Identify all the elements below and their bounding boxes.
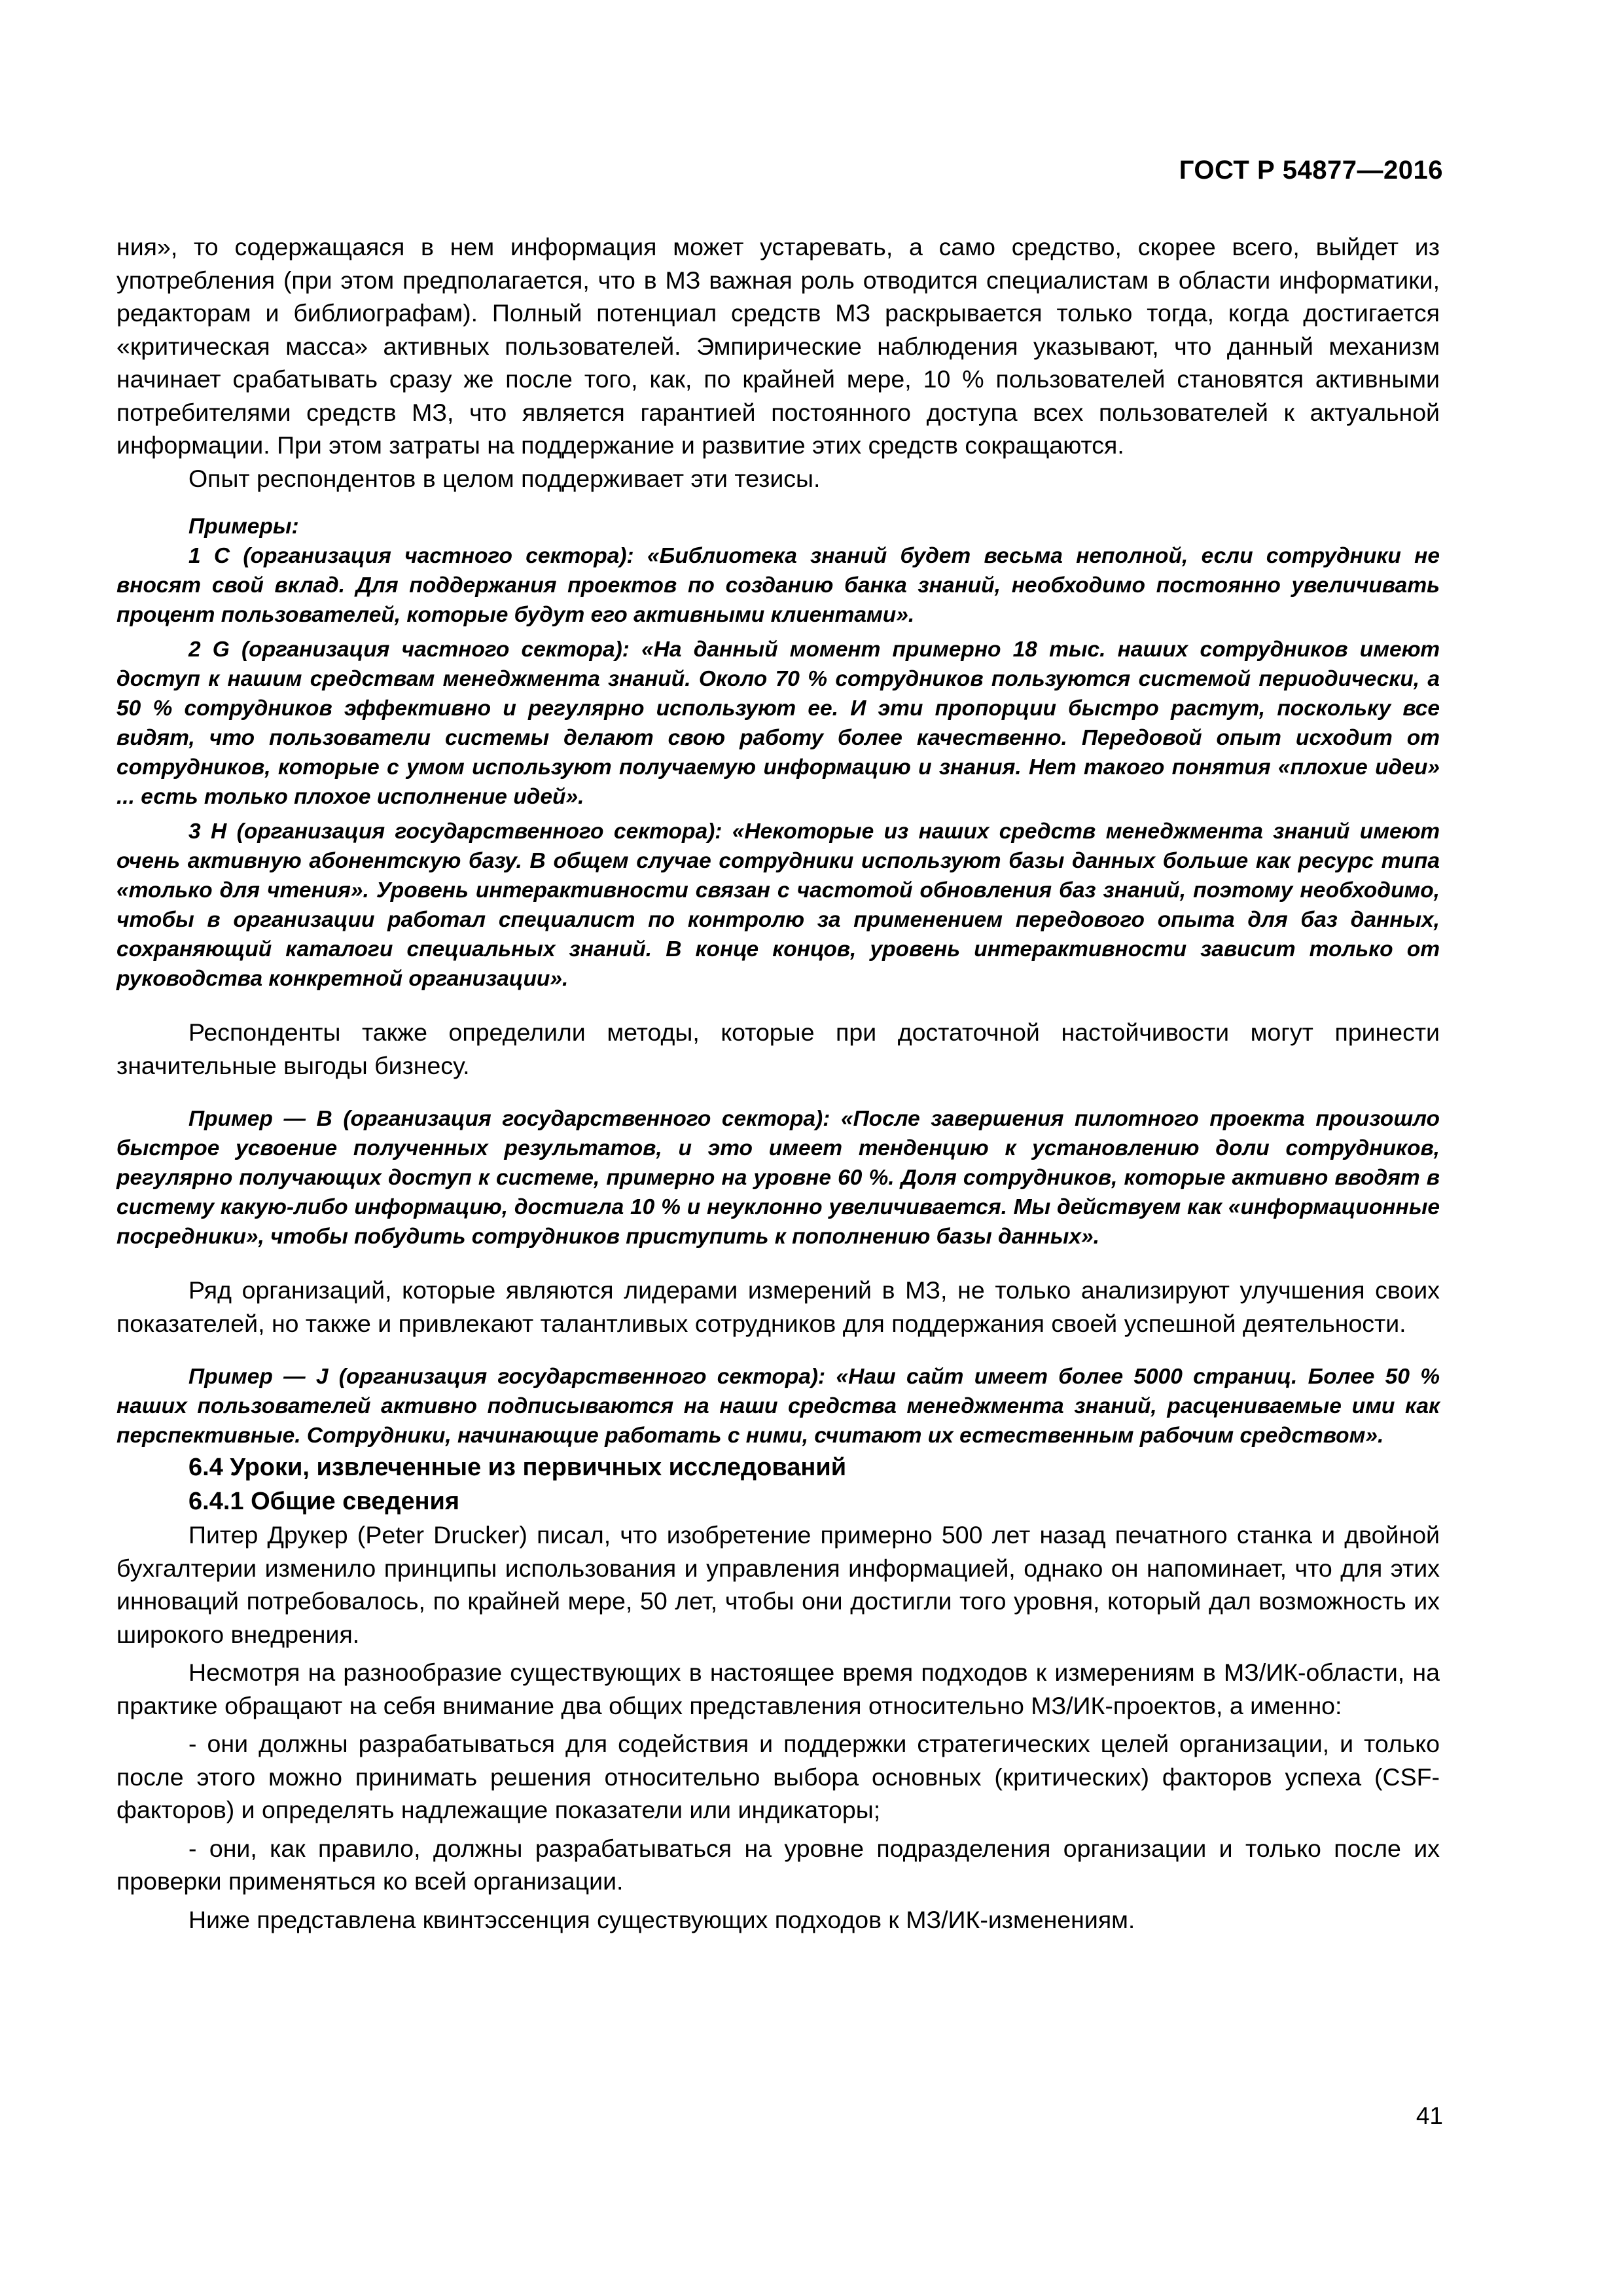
page-number: 41: [1416, 2102, 1443, 2129]
examples-heading: Примеры:: [188, 514, 299, 539]
example-3: 3 Н (организация государственного сектора): «Некоторые из наших средств менеджмента знаний имеют очень активную абонентскую базу. В общем случае сотрудники используют базы данных больше как ресурс типа «только для чтения». Уровень интерактивности связан с частотой обновления баз знаний, поэтому необходимо, чтобы в организации работал специалист по контролю за применением передового опыта для баз данных, сохраняющий каталоги специальных знаний. В конце концов, уровень интерактивности зависит только от руководства конкретной организации».: [116, 819, 1440, 991]
paragraph: Ниже представлена квинтэссенция существующих подходов к МЗ/ИК-изменениям.: [188, 1905, 1135, 1933]
document-header: ГОСТ Р 54877—2016: [1179, 156, 1443, 185]
subsection-heading-6-4-1: 6.4.1 Общие сведения: [188, 1488, 460, 1515]
paragraph: Опыт респондентов в целом поддерживает эти тезисы.: [188, 464, 821, 492]
page-body: [116, 230, 1440, 1936]
paragraph: Ряд организаций, которые являются лидерами измерений в МЗ, не только анализируют улучшения своих показателей, но также и привлекают талантливых сотрудников для поддержания своей успешной деятельности.: [116, 1276, 1440, 1337]
list-item: - они, как правило, должны разрабатываться на уровне подразделения организации и только после их проверки применяться ко всей организации.: [116, 1834, 1440, 1895]
example-b: Пример — В (организация государственного сектора): «После завершения пилотного проекта произошло быстрое усвоение полученных результатов, и это имеет тенденцию к установлению доли сотрудников, регулярно получающих доступ к системе, примерно на уровне 60 %. Доля сотрудников, которые активно вводят в систему какую-либо информацию, достигла 10 % и неуклонно увеличивается. Мы действуем как «информационные посредники», чтобы побудить сотрудников приступить к пополнению базы данных».: [116, 1107, 1440, 1249]
example-2: 2 G (организация частного сектора): «На данный момент примерно 18 тыс. наших сотрудников имеют доступ к нашим средствам менеджмента знаний. Около 70 % сотрудников пользуются системой периодически, а 50 % сотрудников эффективно и регулярно используют ее. И эти пропорции быстро растут, поскольку все видят, что пользователи системы делают свою работу более качественно. Передовой опыт исходит от сотрудников, которые с умом используют получаемую информацию и знания. Нет такого понятия «плохие идеи» ... есть только плохое исполнение идей».: [116, 637, 1440, 809]
paragraph: Респонденты также определили методы, которые при достаточной настойчивости могут принести значительные выгоды бизнесу.: [116, 1018, 1440, 1079]
example-j: Пример — J (организация государственного сектора): «Наш сайт имеет более 5000 страниц. Более 50 % наших пользователей активно подписываются на наши средства менеджмента знаний, расцениваемые ими как перспективные. Сотрудники, начинающие работать с ними, считают их естественным рабочим средством».: [116, 1365, 1440, 1448]
section-heading-6-4: 6.4 Уроки, извлеченные из первичных исследований: [188, 1454, 847, 1481]
list-item: - они должны разрабатываться для содействия и поддержки стратегических целей организации, и только после этого можно принимать решения относительно выбора основных (критических) факторов успеха (CSF-факторов) и определять надлежащие показатели или индикаторы;: [116, 1730, 1440, 1823]
example-1: 1 С (организация частного сектора): «Библиотека знаний будет весьма неполной, если сотрудники не вносят свой вклад. Для поддержания проектов по созданию банка знаний, необходимо постоянно увеличивать процент пользователей, которые будут его активными клиентами».: [116, 544, 1440, 627]
paragraph: Питер Друкер (Peter Drucker) писал, что изобретение примерно 500 лет назад печатного станка и двойной бухгалтерии изменило принципы использования и управления информацией, однако он напоминает, что для этих инноваций потребовалось, по крайней мере, 50 лет, чтобы они достигли того уровня, который дал возможность их широкого внедрения.: [116, 1521, 1440, 1648]
paragraph: Несмотря на разнообразие существующих в настоящее время подходов к измерениям в МЗ/ИК-области, на практике обращают на себя внимание два общих представления относительно МЗ/ИК-проектов, а именно:: [116, 1659, 1440, 1719]
paragraph-continuation: ния», то содержащаяся в нем информация может устаревать, а само средство, скорее всего, выйдет из употребления (при этом предполагается, что в МЗ важная роль отводится специалистам в области информатики, редакторам и библиографам). Полный потенциал средств МЗ раскрывается только тогда, когда достигается «критическая масса» активных пользователей. Эмпирические наблюдения указывают, что данный механизм начинает срабатывать сразу же после того, как, по крайней мере, 10 % пользователей становятся активными потребителями средств МЗ, что является гарантией постоянного доступа всех пользователей к актуальной информации. При этом затраты на поддержание и развитие этих средств сокращаются.: [116, 233, 1440, 459]
